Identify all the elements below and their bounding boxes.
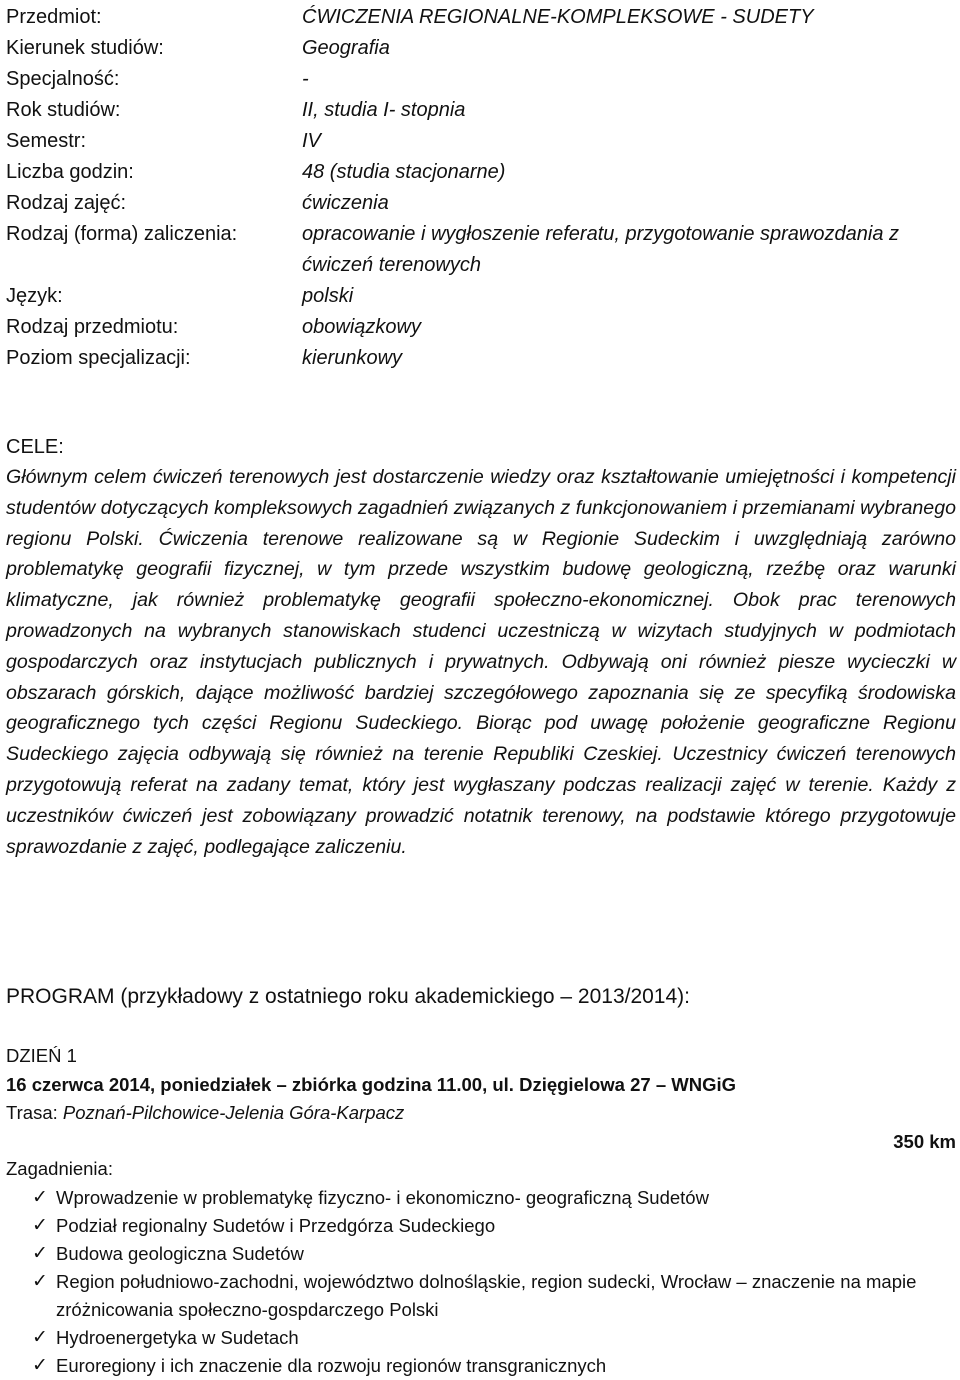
info-label: Rodzaj zajęć: [6, 192, 127, 214]
day-label: DZIEŃ 1 [6, 1045, 77, 1066]
topic-text: Region południowo-zachodni, województwo dolnośląskie, region sudecki, Wrocław – znaczenie na mapie zróżnicowania społeczno-gospdarczego Polski [56, 1271, 917, 1320]
info-row-semester [6, 126, 946, 157]
objectives-paragraph: Głównym celem ćwiczeń terenowych jest dostarczenie wiedzy oraz kształtowanie umiejętności i kompetencji studentów dotyczących kompleksowych zagadnień związanych z funkcjonowaniem i przemianami wybranego regionu Polski. Ćwiczenia terenowe realizowane są w Regionie Sudeckim i uwzględniają zarówno problematykę geografii fizycznej, w tym przede wszystkim budowę geologiczną, rzeźbę oraz warunki klimatyczne, jak również problematykę geografii społeczno-ekonomicznej. Obok prac terenowych prowadzonych na wybranych stanowiskach studenci uczestniczą w wizytach studyjnych w podmiotach gospodarczych oraz instytucjach publicznych i prywatnych. Odbywają oni również piesze wycieczki w obszarach górskich, dające możliwość bardziej szczegółowego zapoznania się ze specyfiką środowiska geograficznego tych części Regionu Sudeckiego. Biorąc pod uwagę położenie geograficzne Regionu Sudeckiego zajęcia odbywają się również na terenie Republiki Czeskiej. Uczestnicy ćwiczeń terenowych przygotowują referat na zadany temat, który jest wygłaszany podczas realizacji zajęć w terenie. Każdy z uczestników ćwiczeń jest zobowiązany prowadzić notatnik terenowy, na podstawie którego przygotowuje sprawozdanie z zajęć, podlegające zaliczeniu. [6, 466, 956, 858]
topics-heading: Zagadnienia: [6, 1158, 113, 1179]
topic-text: Budowa geologiczna Sudetów [56, 1243, 304, 1264]
info-label: Kierunek studiów: [6, 37, 164, 59]
info-value: ĆWICZENIA REGIONALNE-KOMPLEKSOWE - SUDETY [302, 6, 814, 28]
checkmark-icon: ✓ [32, 1215, 48, 1236]
checkmark-icon: ✓ [32, 1243, 48, 1264]
info-label: Język: [6, 285, 63, 307]
info-row-course-type [6, 312, 946, 343]
meeting-info: 16 czerwca 2014, poniedziałek – zbiórka godzina 11.00, ul. Dzięgielowa 27 – WNGiG [6, 1074, 737, 1095]
info-value: 48 (studia stacjonarne) [302, 161, 506, 183]
objectives-heading: CELE: [6, 436, 64, 458]
topic-text: Hydroenergetyka w Sudetach [56, 1327, 299, 1348]
route-label: Trasa: [6, 1102, 58, 1123]
list-item [32, 1184, 958, 1212]
info-label: Rodzaj przedmiotu: [6, 316, 179, 338]
topic-text: Euroregiony i ich znaczenie dla rozwoju regionów transgranicznych [56, 1355, 607, 1376]
info-row-year [6, 95, 946, 126]
info-label: Przedmiot: [6, 6, 102, 28]
checkmark-icon: ✓ [32, 1187, 48, 1208]
course-info-table [6, 2, 946, 374]
list-item [32, 1212, 958, 1240]
info-value: polski [302, 285, 354, 307]
list-item [32, 1352, 958, 1380]
info-value: obowiązkowy [302, 316, 421, 338]
topic-text: Wprowadzenie w problematykę fizyczno- i ekonomiczno- geograficzną Sudetów [56, 1187, 709, 1208]
list-item [32, 1324, 958, 1352]
list-item [32, 1268, 958, 1324]
info-label: Liczba godzin: [6, 161, 134, 183]
info-row-level [6, 343, 946, 374]
info-label: Semestr: [6, 130, 87, 152]
info-row-class-type [6, 188, 946, 219]
topic-text: Podział regionalny Sudetów i Przedgórza Sudeckiego [56, 1215, 496, 1236]
list-item [32, 1240, 958, 1268]
route-distance: 350 km [893, 1131, 956, 1152]
route-value: Poznań-Pilchowice-Jelenia Góra-Karpacz [62, 1102, 405, 1123]
info-label: Poziom specjalizacji: [6, 347, 191, 369]
checkmark-icon: ✓ [32, 1327, 48, 1348]
topics-list [32, 1184, 958, 1380]
info-value: Geografia [302, 37, 390, 59]
info-row-assessment [6, 219, 946, 281]
info-value: kierunkowy [302, 347, 403, 369]
info-value: - [302, 68, 309, 90]
info-row-language [6, 281, 946, 312]
route-line [6, 1099, 404, 1127]
info-row-field [6, 33, 946, 64]
info-label: Rodzaj (forma) zaliczenia: [6, 223, 238, 245]
info-value: II, studia I- stopnia [302, 99, 466, 121]
info-label: Rok studiów: [6, 99, 121, 121]
info-label: Specjalność: [6, 68, 120, 90]
checkmark-icon: ✓ [32, 1355, 48, 1376]
info-row-subject [6, 2, 946, 33]
info-row-specialty [6, 64, 946, 95]
info-value: ćwiczenia [302, 192, 389, 214]
info-value: IV [302, 130, 321, 152]
info-value: opracowanie i wygłoszenie referatu, przygotowanie sprawozdania z ćwiczeń terenowych [302, 223, 899, 276]
program-heading: PROGRAM (przykładowy z ostatniego roku akademickiego – 2013/2014): [6, 985, 690, 1008]
checkmark-icon: ✓ [32, 1271, 48, 1292]
info-row-hours [6, 157, 946, 188]
